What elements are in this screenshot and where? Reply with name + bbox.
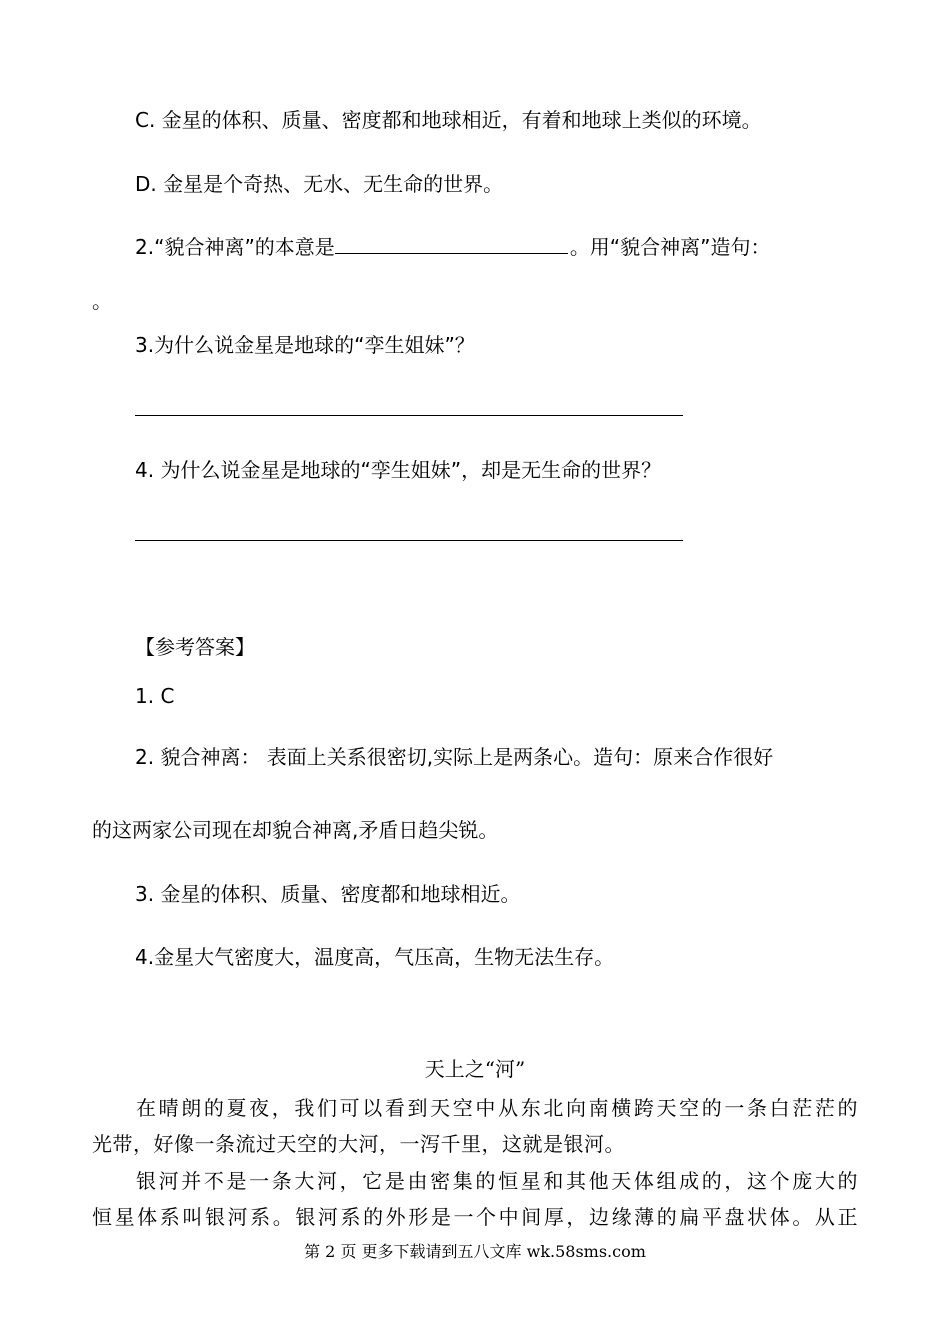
option-c: C. 金星的体积、质量、密度都和地球相近，有着和地球上类似的环境。: [135, 108, 762, 132]
question-2-continuation: 。: [92, 289, 112, 313]
article-title: 天上之“河”: [424, 1057, 526, 1081]
article-paragraph-1-line-2: 光带，好像一条流过天空的大河，一泻千里，这就是银河。: [92, 1132, 625, 1156]
article-paragraph-2-line-2: 恒星体系叫银河系。银河系的外形是一个中间厚，边缘薄的扁平盘状体。从正: [92, 1205, 858, 1229]
question-4: 4. 为什么说金星是地球的“孪生姐妹”，却是无生命的世界？: [135, 458, 662, 482]
answer-2-line-1: 2. 貌合神离： 表面上关系很密切,实际上是两条心。造句：原来合作很好: [135, 745, 774, 769]
question-2-suffix: 。用“貌合神离”造句：: [569, 235, 771, 259]
option-d: D. 金星是个奇热、无水、无生命的世界。: [135, 172, 504, 196]
answer-2-line-2: 的这两家公司现在却貌合神离,矛盾日趋尖锐。: [92, 818, 499, 842]
question-3: 3.为什么说金星是地球的“孪生姐妹”？: [135, 333, 475, 357]
article-paragraph-2-line-1: 银河并不是一条大河，它是由密集的恒星和其他天体组成的，这个庞大的: [136, 1169, 858, 1193]
article-paragraph-1-line-1: 在晴朗的夏夜，我们可以看到天空中从东北向南横跨天空的一条白茫茫的: [136, 1096, 858, 1120]
answer-line-3: [135, 415, 683, 416]
question-2-prefix: 2.“貌合神离”的本意是: [135, 235, 335, 259]
answer-1: 1. C: [135, 684, 175, 708]
answer-4: 4.金星大气密度大，温度高，气压高，生物无法生存。: [135, 945, 615, 969]
answer-3: 3. 金星的体积、质量、密度都和地球相近。: [135, 882, 521, 906]
page-footer: 第 2 页 更多下载请到五八文库 wk.58sms.com: [304, 1242, 646, 1261]
answers-heading: 【参考答案】: [135, 635, 255, 659]
question-2: [135, 233, 771, 261]
answer-line-4: [135, 540, 683, 541]
answer-blank: [335, 233, 568, 254]
